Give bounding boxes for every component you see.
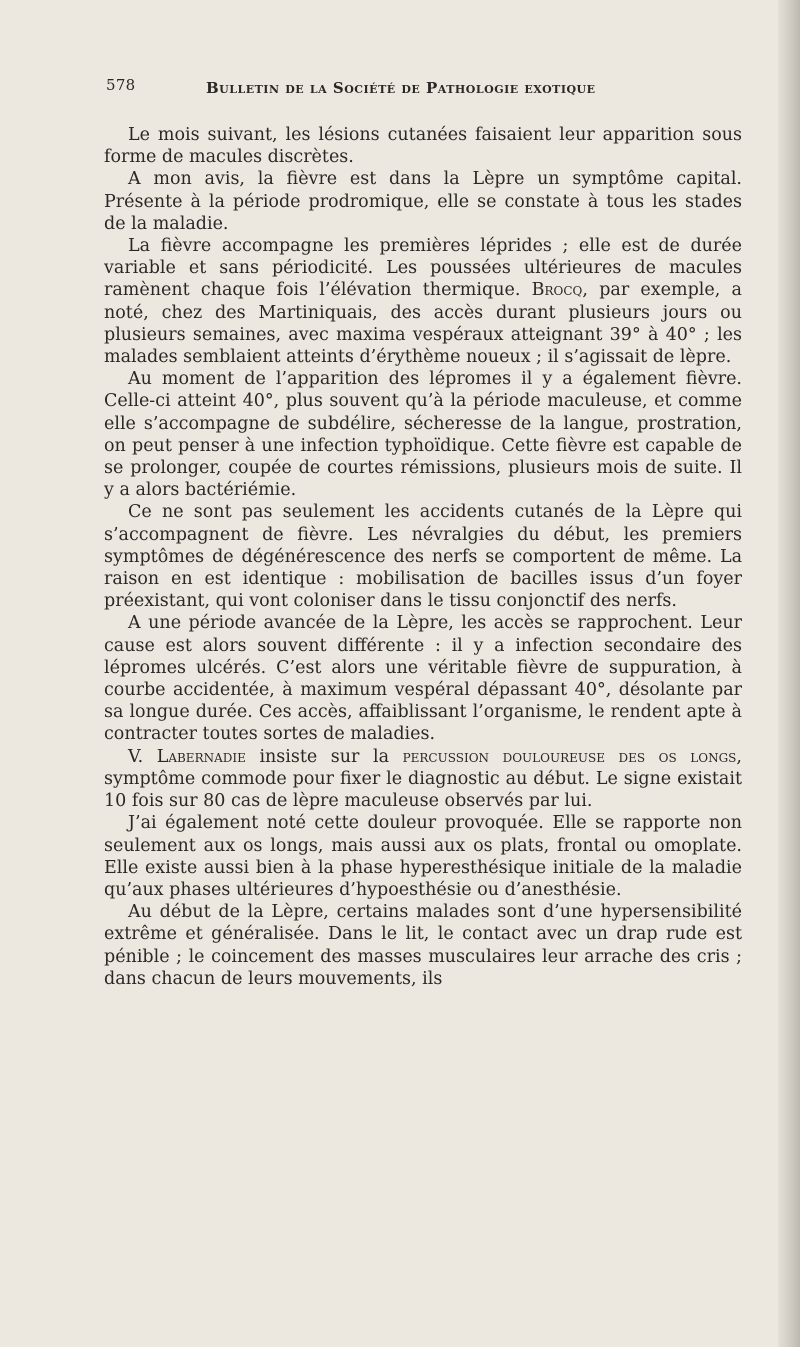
small-caps-text: Labernadie xyxy=(156,746,246,767)
text-segment: , par exemple, a noté, chez des Martiniquais, des accès durant plusieurs jours ou plusieurs semaines, avec maxima vespéraux atteignant 39° à 40° ; les malades semblaient atteints d’érythème noueux ; il s’agissait de lèpre. xyxy=(104,280,742,368)
paragraph xyxy=(104,124,742,168)
running-title: Bulletin de la Société de Pathologie exotique xyxy=(206,79,596,97)
text-segment: Le mois suivant, les lésions cutanées faisaient leur apparition sous forme de macules discrètes. xyxy=(104,125,742,168)
paragraph xyxy=(104,612,742,745)
small-caps-text: percussion douloureuse des os longs xyxy=(402,746,737,767)
text-segment: insiste sur la xyxy=(245,746,403,767)
paragraph xyxy=(104,501,742,612)
paragraph xyxy=(104,901,742,990)
text-segment: Au moment de l’apparition des lépromes il y a également fièvre. Celle-ci atteint 40°, plus souvent qu’à la période maculeuse, et comme elle s’accompagne de subdélire, sécheresse de la langue, prostration, on peut penser à une infection typhoïdique. Cette fièvre est capable de se prolonger, coupée de courtes rémissions, plusieurs mois de suite. Il y a alors bactériémie. xyxy=(104,369,742,501)
paragraph xyxy=(104,812,742,901)
text-segment: Ce ne sont pas seulement les accidents cutanés de la Lèpre qui s’accompagnent de fièvre. Les névralgies du début, les premiers symptômes de dégénérescence des nerfs se comportent de même. La raison en est identique : mobilisation de bacilles issus d’un foyer préexistant, qui vont coloniser dans le tissu conjonctif des nerfs. xyxy=(104,502,742,612)
paragraph xyxy=(104,368,742,501)
text-segment: A mon avis, la fièvre est dans la Lèpre un symptôme capital. Présente à la période prodromique, elle se constate à tous les stades de la maladie. xyxy=(104,169,742,234)
paragraph xyxy=(104,235,742,368)
text-segment: V. xyxy=(128,746,157,767)
text-segment: A une période avancée de la Lèpre, les accès se rapprochent. Leur cause est alors souvent différente : il y a infection secondaire des lépromes ulcérés. C’est alors une véritable fièvre de suppuration, à courbe accidentée, à maximum vespéral dépassant 40°, désolante par sa longue durée. Ces accès, affaiblissant l’organisme, le rendent apte à contracter toutes sortes de maladies. xyxy=(104,613,742,745)
text-segment: J’ai également noté cette douleur provoquée. Elle se rapporte non seulement aux os longs, mais aussi aux os plats, frontal ou omoplate. Elle existe aussi bien à la phase hyperesthésique initiale de la maladie qu’aux phases ultérieures d’hypoesthésie ou d’anesthésie. xyxy=(104,813,742,900)
small-caps-text: Brocq xyxy=(531,280,583,301)
paragraph xyxy=(104,168,742,235)
paragraph xyxy=(104,746,742,813)
text-segment: Au début de la Lèpre, certains malades sont d’une hypersensibilité extrême et généralisée. Dans le lit, le contact avec un drap rude est pénible ; le coincement des masses musculaires leur arrache des cris ; dans chacun de leurs mouvements, ils xyxy=(104,902,742,989)
page-number: 578 xyxy=(106,76,136,94)
text-segment: La fièvre accompagne les premières léprides ; elle est de durée variable et sans périodicité. Les poussées ultérieures de macules ramènent chaque fois l’élévation thermique. xyxy=(104,236,742,301)
text-segment: , symptôme commode pour fixer le diagnostic au début. Le signe existait 10 fois sur 80 cas de lèpre maculeuse observés par lui. xyxy=(104,746,742,812)
body-text xyxy=(104,124,742,990)
page-edge-shadow xyxy=(778,0,800,1347)
